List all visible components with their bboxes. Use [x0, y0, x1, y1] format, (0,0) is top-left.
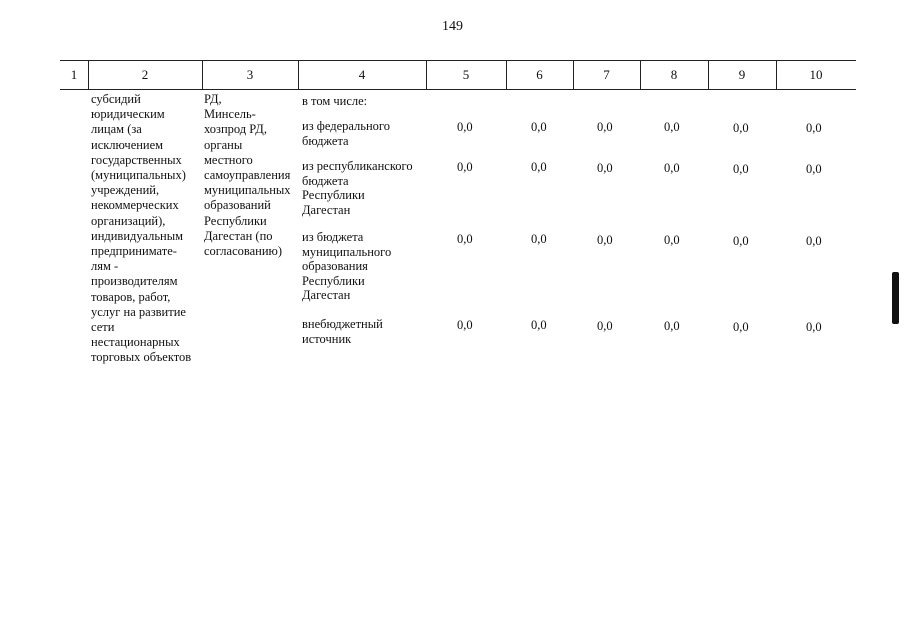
value-cell: 0,0	[664, 161, 680, 175]
value-cell: 0,0	[457, 120, 473, 134]
value-cell: 0,0	[531, 232, 547, 246]
value-cell: 0,0	[806, 162, 822, 176]
header-cell: 5	[462, 67, 470, 82]
header-cell: 7	[603, 67, 610, 82]
value-cell: 0,0	[457, 160, 473, 174]
value-cell: 0,0	[806, 234, 822, 248]
scan-edge-mark	[892, 272, 899, 324]
funding-source-label: из федерального бюджета	[302, 119, 390, 148]
value-cell: 0,0	[664, 120, 680, 134]
value-cell: 0,0	[664, 233, 680, 247]
header-cell: 3	[246, 67, 254, 82]
value-cell: 0,0	[664, 319, 680, 333]
value-cell: 0,0	[733, 121, 749, 135]
value-cell: 0,0	[531, 120, 547, 134]
measure-description: субсидий юридическим лицам (за исключением государственных (муниципальных) учреждений, некоммерческих организаций), индивидуальным предпринимате- лям - производителям товаров, работ, услуг на развитие сети нестационарных торговых объектов	[91, 92, 192, 365]
funding-source-label: внебюджетный источник	[302, 317, 383, 346]
page-number: 149	[442, 19, 463, 34]
value-cell: 0,0	[597, 120, 613, 134]
header-cell: 10	[809, 67, 823, 82]
value-cell: 0,0	[457, 232, 473, 246]
header-cell: 1	[70, 67, 78, 82]
funding-source-label: из бюджета муниципального образования Республики Дагестан	[302, 230, 392, 302]
header-cell: 9	[738, 67, 746, 82]
value-cell: 0,0	[733, 234, 749, 248]
funding-intro: в том числе:	[302, 94, 368, 108]
value-cell: 0,0	[597, 233, 613, 247]
header-cell: 6	[536, 67, 543, 82]
value-cell: 0,0	[597, 161, 613, 175]
header-cell: 2	[141, 67, 149, 82]
header-cell: 8	[670, 67, 678, 82]
funding-source-label: из республиканского бюджета Республики Дагестан	[302, 159, 413, 217]
value-cell: 0,0	[733, 162, 749, 176]
value-cell: 0,0	[733, 320, 749, 334]
value-cell: 0,0	[531, 318, 547, 332]
executors: РД, Минсель- хозпрод РД, органы местного самоуправления муниципальных образований Республики Дагестан (по согласованию)	[204, 92, 291, 259]
value-cell: 0,0	[806, 320, 822, 334]
table-header-bottom-border	[60, 89, 856, 90]
value-cell: 0,0	[531, 160, 547, 174]
header-cell: 4	[358, 67, 366, 82]
value-cell: 0,0	[597, 319, 613, 333]
value-cell: 0,0	[457, 318, 473, 332]
value-cell: 0,0	[806, 121, 822, 135]
